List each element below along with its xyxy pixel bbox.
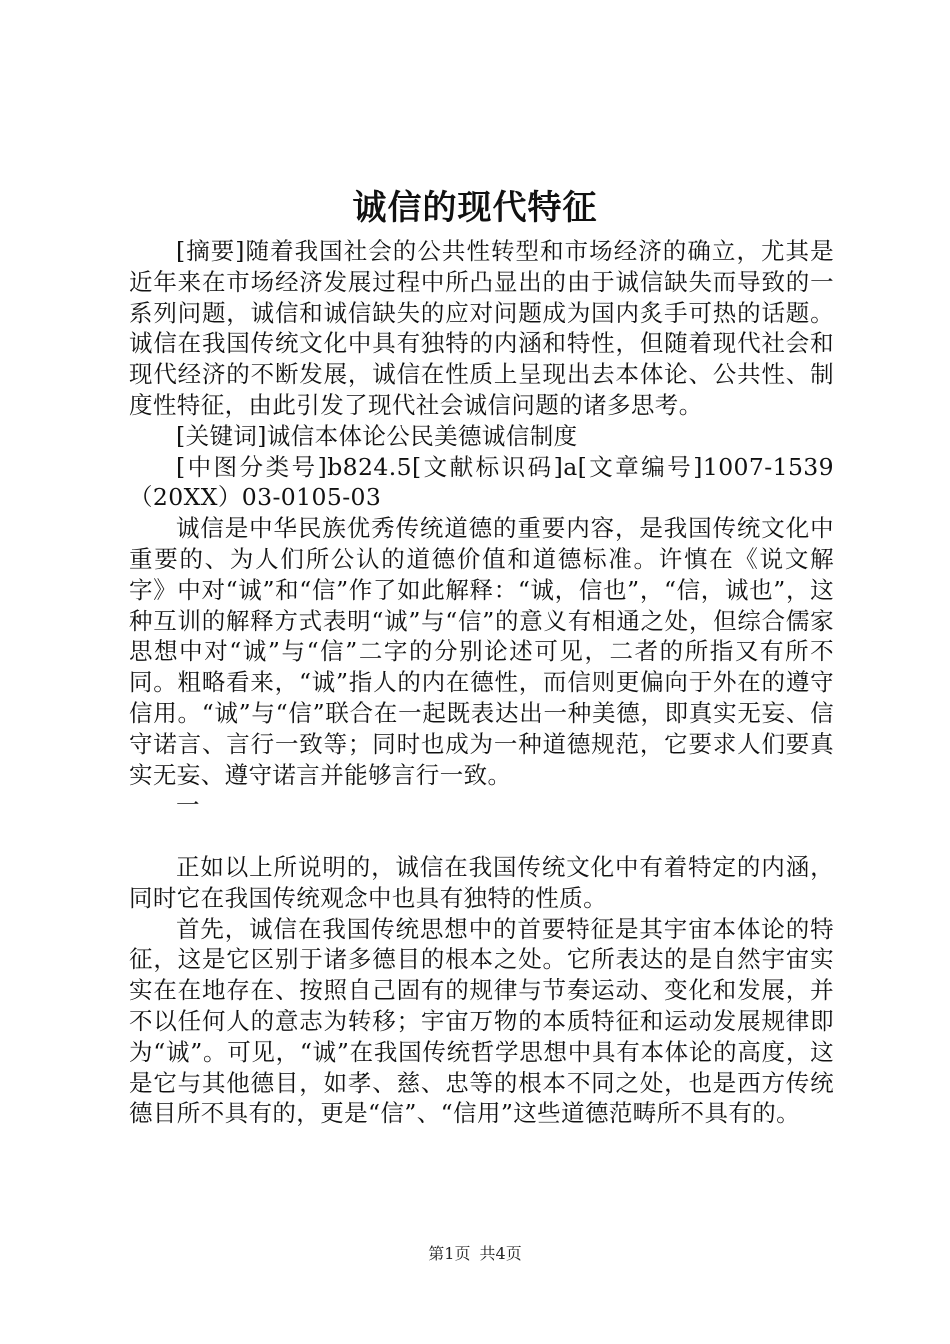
page-total: 共4页 xyxy=(479,1244,522,1263)
body-paragraph: 首先，诚信在我国传统思想中的首要特征是其宇宙本体论的特征，这是它区别于诸多德目的根本之处。它所表达的是自然宇宙实实在在地存在、按照自己固有的规律与节奏运动、变化和发展，并不以任何人的意志为转移；宇宙万物的本质特征和运动发展规律即为“诚”。可见，“诚”在我国传统哲学思想中具有本体论的高度，这是它与其他德目，如孝、慈、忠等的根本不同之处，也是西方传统德目所不具有的，更是“信”、“信用”这些道德范畴所不具有的。 xyxy=(129,914,834,1128)
body-paragraph: 正如以上所说明的，诚信在我国传统文化中有着特定的内涵，同时它在我国传统观念中也具有独特的性质。 xyxy=(129,852,834,912)
body-paragraph: 诚信是中华民族优秀传统道德的重要内容，是我国传统文化中重要的、为人们所公认的道德价值和道德标准。许慎在《说文解字》中对“诚”和“信”作了如此解释：“诚，信也”，“信，诚也”，这种互训的解释方式表明“诚”与“信”的意义有相通之处，但综合儒家思想中对“诚”与“信”二字的分别论述可见，二者的所指又有所不同。粗略看来，“诚”指人的内在德性，而信则更偏向于外在的遵守信用。“诚”与“信”联合在一起既表达出一种美德，即真实无妄、信守诺言、言行一致等；同时也成为一种道德规范，它要求人们要真实无妄、遵守诺言并能够言行一致。 xyxy=(129,514,834,789)
document-body xyxy=(129,236,834,1129)
page-footer xyxy=(0,1242,950,1266)
section-number: 一 xyxy=(176,791,200,820)
abstract-paragraph: [摘要]随着我国社会的公共性转型和市场经济的确立，尤其是近年来在市场经济发展过程中所凸显出的由于诚信缺失而导致的一系列问题，诚信和诚信缺失的应对问题成为国内炙手可热的话题。诚信在我国传统文化中具有独特的内涵和特性，但随着现代社会和现代经济的不断发展，诚信在性质上呈现出去本体论、公共性、制度性特征，由此引发了现代社会诚信问题的诸多思考。 xyxy=(129,237,834,419)
document-title: 诚信的现代特征 xyxy=(352,188,598,228)
page-number: 第1页 xyxy=(428,1244,471,1263)
keywords-paragraph: [关键词]诚信本体论公民美德诚信制度 xyxy=(176,421,578,450)
classification-paragraph: [中图分类号]b824.5[文献标识码]a[文章编号]1007-1539（20XX）03-0105-03 xyxy=(129,452,834,512)
